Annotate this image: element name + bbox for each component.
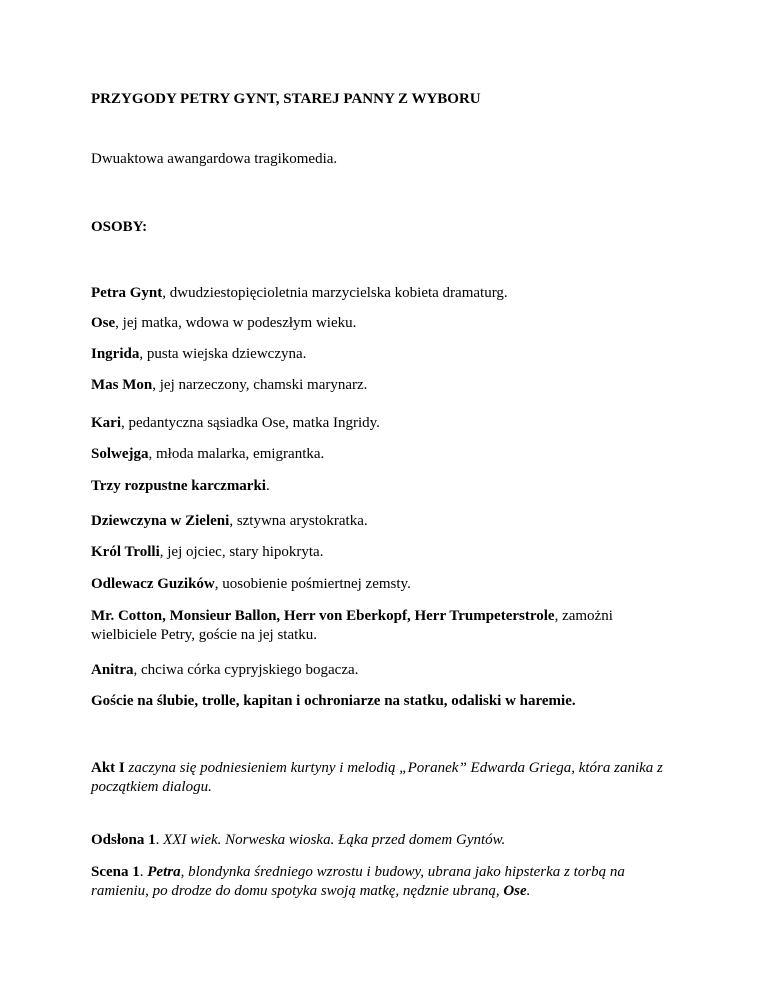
cast-desc: , jej narzeczony, chamski marynarz.: [152, 377, 368, 393]
cast-name: Odlewacz Guzików: [91, 576, 215, 592]
cast-desc: , dwudziestopięcioletnia marzycielska kobieta dramaturg.: [162, 285, 508, 301]
scene-setting-text: XXI wiek. Norweska wioska. Łąka przed domem Gyntów.: [163, 832, 506, 848]
cast-item: [91, 314, 356, 332]
cast-name: Mas Mon: [91, 377, 153, 393]
cast-item: [91, 345, 306, 363]
cast-desc: , sztywna arystokratka.: [229, 513, 368, 529]
cast-name: Trzy rozpustne karczmarki: [91, 478, 266, 494]
cast-name: Goście na ślubie, trolle, kapitan i ochroniarze na statku, odaliski w haremie.: [91, 693, 576, 709]
cast-name: Solwejga: [91, 446, 149, 462]
cast-item: [91, 284, 508, 302]
scene-label: Scena 1: [91, 864, 140, 880]
scene-setting: Odsłona 1. XXI wiek. Norweska wioska. Łąka przed domem Gyntów.: [91, 832, 506, 848]
cast-desc: , zamożni wielbiciele Petry, goście na jej statku.: [91, 608, 613, 643]
act-text: zaczyna się podniesieniem kurtyny i melodią „Poranek” Edwarda Griega, która zanika z początkiem dialogu.: [91, 760, 663, 795]
act-label: Akt I: [91, 760, 125, 776]
cast-desc: , jej matka, wdowa w podeszłym wieku.: [115, 315, 357, 331]
act-paragraph: [91, 759, 691, 797]
cast-name: Anitra: [91, 662, 134, 678]
scene-setting-label: Odsłona 1: [91, 832, 156, 848]
cast-desc: .: [265, 478, 270, 494]
cast-name: Kari: [91, 415, 121, 431]
cast-name: Mr. Cotton, Monsieur Ballon, Herr von Eberkopf, Herr Trumpeterstrole: [91, 608, 555, 624]
cast-name: Król Trolli: [91, 544, 160, 560]
document-title: PRZYGODY PETRY GYNT, STAREJ PANNY Z WYBORU: [91, 91, 481, 107]
scene-text: Petra, blondynka średniego wzrostu i budowy, ubrana jako hipsterka z torbą na ramieniu, po drodze do domu spotyka swoją matkę, nędznie ubraną, Ose.: [91, 864, 625, 899]
cast-item: [91, 512, 368, 530]
cast-desc: , młoda malarka, emigrantka.: [148, 446, 325, 462]
cast-desc: , jej ojciec, stary hipokryta.: [159, 544, 324, 560]
cast-item: [91, 376, 367, 394]
cast-item: [91, 477, 270, 495]
document-subtitle: Dwuaktowa awangardowa tragikomedia.: [91, 151, 338, 167]
cast-heading: OSOBY:: [91, 219, 148, 235]
cast-desc: , uosobienie pośmiertnej zemsty.: [214, 576, 411, 592]
cast-desc: , pusta wiejska dziewczyna.: [139, 346, 307, 362]
cast-item: [91, 661, 358, 679]
cast-name: Ose: [91, 315, 116, 331]
character-name: Petra: [147, 864, 181, 880]
cast-item: [91, 692, 576, 710]
cast-item: [91, 607, 651, 645]
scene-paragraph: Scena 1. Petra, blondynka średniego wzrostu i budowy, ubrana jako hipsterka z torbą na ramieniu, po drodze do domu spotyka swoją matkę, nędznie ubraną, Ose.: [91, 864, 625, 899]
cast-item: [91, 414, 380, 432]
cast-name: Ingrida: [91, 346, 140, 362]
cast-name: Dziewczyna w Zieleni: [91, 513, 230, 529]
character-name: Ose: [503, 883, 527, 899]
cast-item: [91, 575, 411, 593]
cast-item: [91, 445, 324, 463]
cast-desc: , chciwa córka cypryjskiego bogacza.: [133, 662, 359, 678]
cast-name: Petra Gynt: [91, 285, 163, 301]
cast-item: [91, 543, 323, 561]
cast-desc: , pedantyczna sąsiadka Ose, matka Ingridy.: [121, 415, 380, 431]
